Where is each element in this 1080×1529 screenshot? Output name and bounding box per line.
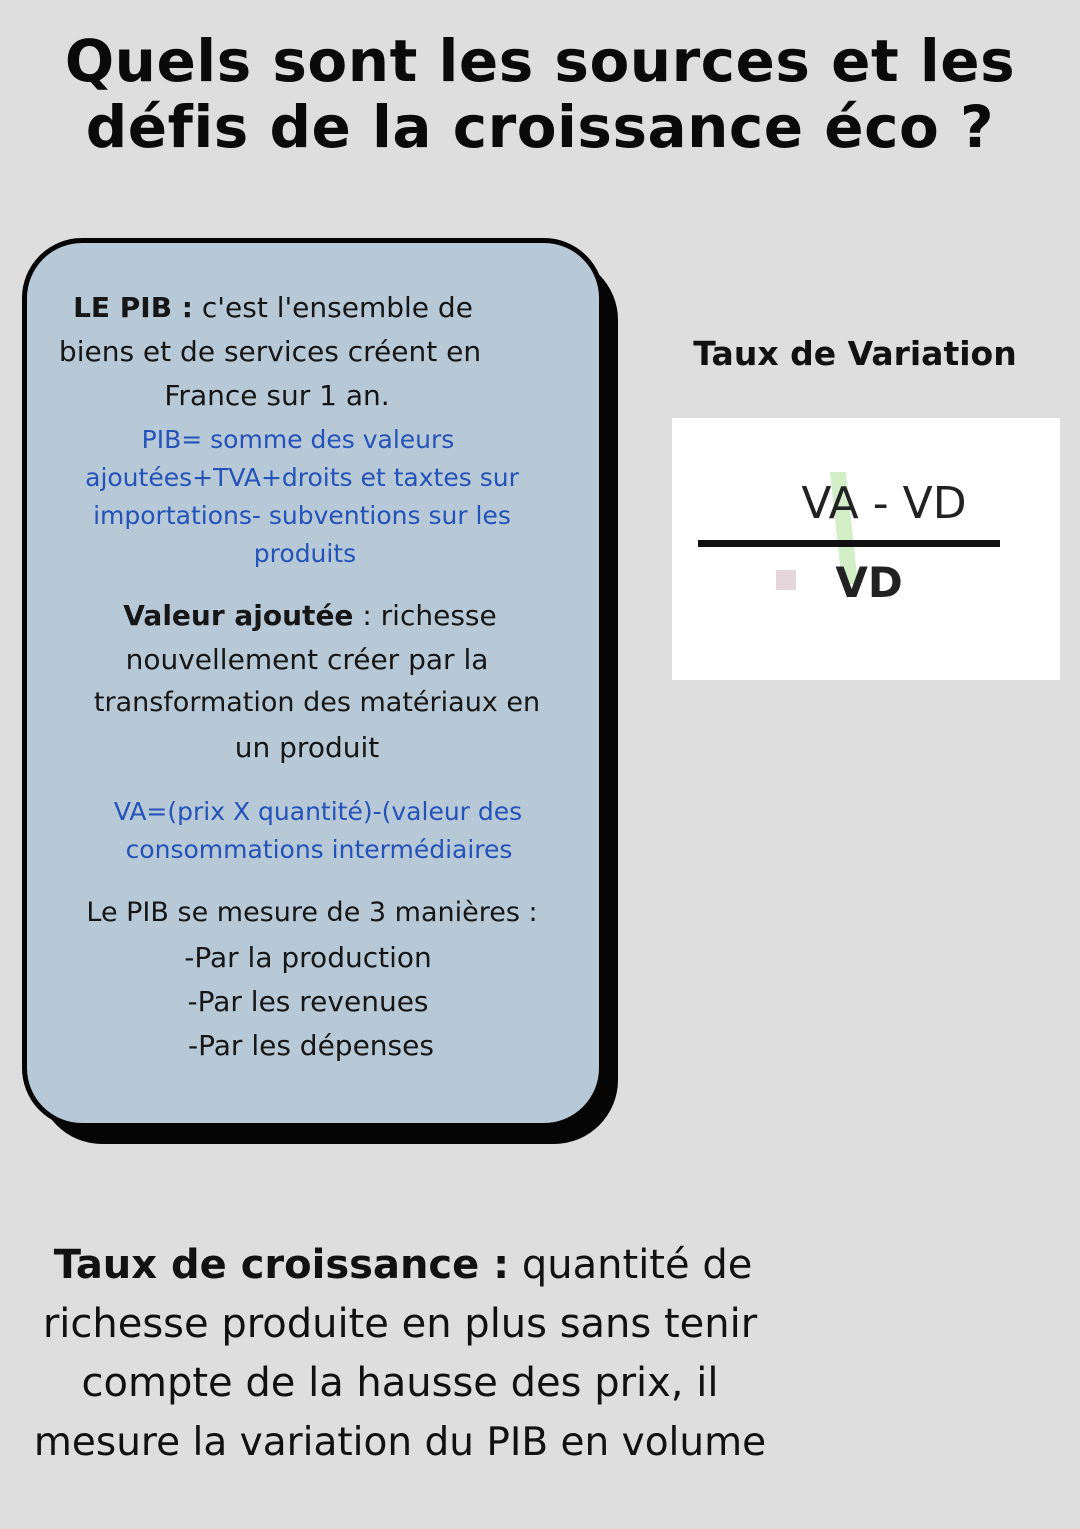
pib-formula-line-2: ajoutées+TVA+droits et taxtes sur [85,463,519,492]
growth-definition [0,1236,800,1472]
va-definition-line-2: nouvellement créer par la [125,643,489,676]
pib-card [22,238,604,1128]
va-formula-line-2: consommations intermédiaires [125,835,513,864]
page-title [0,28,1080,160]
pib-definition-line-1: LE PIB : c'est l'ensemble de [73,291,473,324]
fraction-bar [698,540,1000,547]
growth-line-1: Taux de croissance : quantité de [53,1242,753,1288]
pib-formula-line-4: produits [253,539,357,568]
va-label: Valeur ajoutée [123,599,354,632]
formula-denominator: VD [835,558,903,607]
growth-line-4: mesure la variation du PIB en volume [33,1420,767,1465]
title-line-1: Quels sont les sources et les [64,27,1016,95]
va-definition-line-4: un produit [234,731,380,764]
measure-line-4: -Par les dépenses [188,1029,434,1062]
pib-formula-line-1: PIB= somme des valeurs [141,425,455,454]
growth-line-2: richesse produite en plus sans tenir [42,1301,758,1347]
title-line-2: défis de la croissance éco ? [85,93,995,161]
measure-line-2: -Par la production [184,941,432,974]
growth-line-3: compte de la hausse des prix, il [81,1360,719,1406]
growth-label: Taux de croissance : [53,1242,510,1288]
variation-title: Taux de Variation [693,334,1017,373]
va-formula-line-1: VA=(prix X quantité)-(valeur des [113,797,523,826]
pib-definition-line-2: biens et de services créent en [58,335,482,368]
measure-line-1: Le PIB se mesure de 3 manières : [86,897,538,928]
va-definition-line-3: transformation des matériaux en [93,687,541,718]
variation-formula [672,418,1060,680]
pib-formula-line-3: importations- subventions sur les [93,501,511,530]
pib-definition-line-3: France sur 1 an. [164,379,390,412]
va-definition-line-1: Valeur ajoutée : richesse [123,599,497,632]
measure-line-3: -Par les revenues [187,985,429,1018]
formula-numerator: VA - VD [801,478,967,529]
pib-label: LE PIB : [73,291,194,324]
